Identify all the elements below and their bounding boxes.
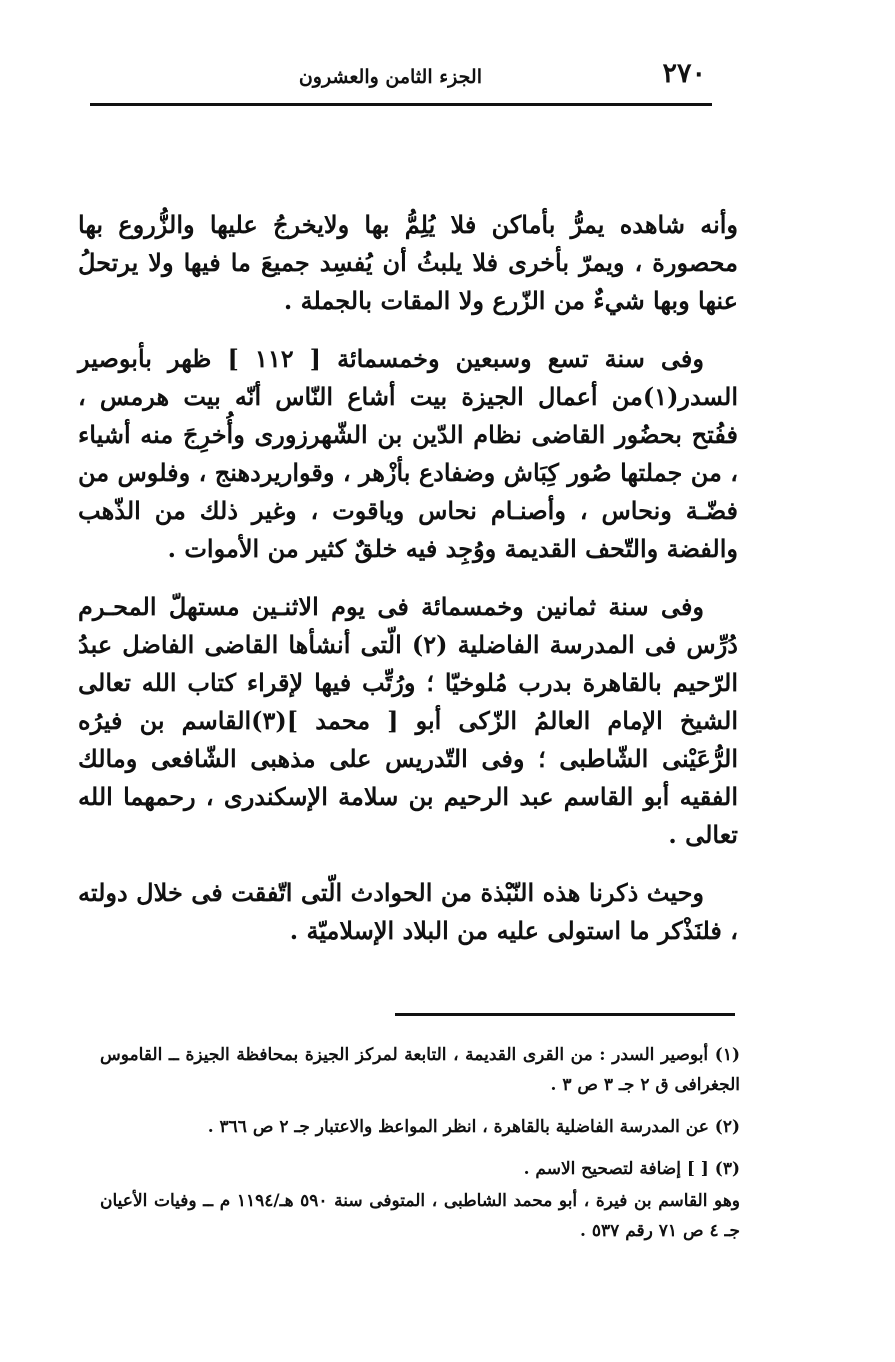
page-number: ٢٧٠: [662, 58, 706, 89]
running-head: [90, 58, 710, 98]
header-rule: [90, 103, 712, 106]
footnote-3: (٣) [ ] إضافة لتصحيح الاسم .: [523, 1159, 740, 1179]
footnotes: [100, 1040, 740, 1258]
paragraph-4: وحيث ذكرنا هذه النّبْذة من الحوادث الّتى اتّفقت فى خلال دولته ، فلنَذْكر ما استولى عليه من البلاد الإسلاميّة .: [78, 878, 738, 945]
footnote-separator: [395, 1013, 735, 1016]
footnote-3-continuation: وهو القاسم بن فيرة ، أبو محمد الشاطبى ، المتوفى سنة ٥٩٠ هـ/١١٩٤ م ــ وفيات الأعيان جـ ٤ ص ٧١ رقم ٥٣٧ .: [100, 1191, 740, 1241]
paragraph-3: وفى سنة ثمانين وخمسمائة فى يوم الاثنـين مستهلّ المحـرم دُرِّس فى المدرسة الفاضلية (٢) الّتى أنشأها القاضى الفاضل عبدُ الرّحيم بالقاهرة بدرب مُلوخيّا ؛ ورُتِّب فيها لإقراء كتاب الله تعالى الشيخ الإمام العالمُ الزّكى أبو [ محمد ](٣)القاسم بن فيرُه الرُّعَيْنى الشّاطبى ؛ وفى التّدريس على مذهبى الشّافعى ومالك الفقيه أبو القاسم عبد الرحيم بن سلامة الإسكندرى ، رحمهما الله تعالى .: [78, 592, 738, 849]
main-text: [78, 206, 738, 970]
paragraph-2: وفى سنة تسع وسبعين وخمسمائة [ ١١٢ ] ظهر بأبوصير السدر(١)من أعمال الجيزة بيت أشاع النّاس أنّه بيت هرمس ، ففُتح بحضُور القاضى نظام الدّين بن الشّهرزورى وأُخرِجَ منه أشياء ، من جملتها صُور كِبَاش وضفادع بأزْهر ، وقواريردهنج ، وفلوس من فضّـة ونحاس ، وأصنـام نحاس وياقوت ، وغير ذلك من الذّهب والفضة والتّحف القديمة ووُجِد فيه خلقٌ كثير من الأموات .: [78, 344, 738, 563]
footnote-2: (٢) عن المدرسة الفاضلية بالقاهرة ، انظر المواعظ والاعتبار جـ ٢ ص ٣٦٦ .: [207, 1117, 740, 1137]
paragraph-1: وأنه شاهده يمرُّ بأماكن فلا يُلِمُّ بها ولايخرجُ عليها والزُّروع بها محصورة ، ويمرّ بأخرى فلا يلبثُ أن يُفسِد جميعَ ما فيها ولا يرتحلُ عنها وبها شيءٌ من الزّرع ولا المقات بالجملة .: [78, 210, 738, 315]
running-title: الجزء الثامن والعشرون: [298, 66, 482, 88]
footnote-1: (١) أبوصير السدر : من القرى القديمة ، التابعة لمركز الجيزة بمحافظة الجيزة ــ القاموس الجغرافى ق ٢ جـ ٣ ص ٣ .: [100, 1045, 740, 1095]
